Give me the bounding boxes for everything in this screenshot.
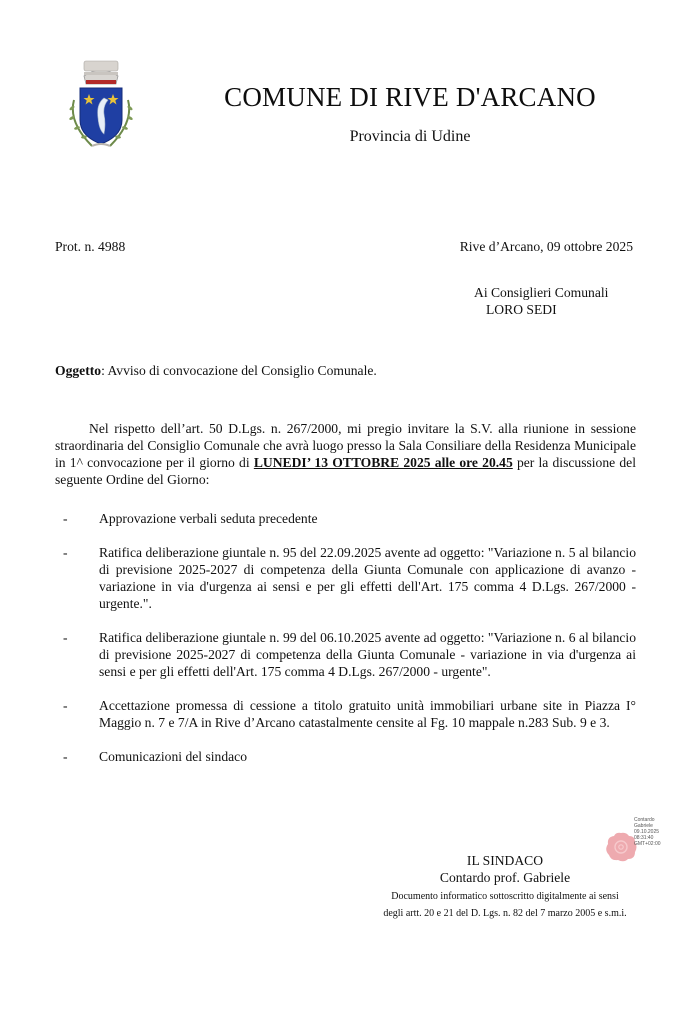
protocol-number: Prot. n. 4988 [55, 239, 126, 254]
place-and-date: Rive d’Arcano, 09 ottobre 2025 [459, 239, 633, 254]
agenda-item [55, 629, 636, 680]
stamp-line: 09.10.2025 [634, 829, 660, 835]
bullet-dash: - [63, 630, 68, 645]
recipients-line: Ai Consiglieri Comunali [474, 285, 609, 300]
agenda-item-text: Ratifica deliberazione giuntale n. 99 del 06.10.2025 avente ad oggetto: "Variazione n. 6 al bilancio di previsione 2025-2027 di competenza della Giunta Comunale - variazione in via d'urgenza ai sensi e per gli effetti dell'Art. 175 comma 4 D.Lgs. 267/2000 - urgente". [99, 630, 636, 679]
bullet-dash: - [63, 511, 68, 526]
province-subtitle: Provincia di Udine [349, 128, 471, 145]
bullet-dash: - [63, 749, 68, 764]
stamp-line: Gabriele [634, 823, 653, 829]
signatory-title: IL SINDACO [466, 853, 544, 868]
meeting-datetime: LUNEDI’ 13 OTTOBRE 2025 alle ore 20.45 [253, 455, 513, 470]
agenda-item [55, 510, 636, 527]
agenda-item-text: Accettazione promessa di cessione a titolo gratuito unità immobiliari urbane site in Piazza I° Maggio n. 7 e 7/A in Rive d’Arcano catastalmente censite al Fg. 10 mappale n.283 Sub. 9 e 3. [99, 698, 636, 730]
agenda-item-text: Approvazione verbali seduta precedente [99, 511, 318, 526]
note-line: Documento informatico sottoscritto digitalmente ai sensi [391, 891, 619, 902]
agenda-list [55, 510, 636, 782]
signatory-name: Contardo prof. Gabriele [439, 870, 571, 885]
municipal-coat-of-arms-icon [62, 56, 140, 152]
signature-block [370, 852, 640, 922]
municipality-title: COMUNE DI RIVE D'ARCANO [224, 82, 596, 112]
bullet-dash: - [63, 545, 68, 560]
signature-stamp-text [634, 817, 661, 847]
bullet-dash: - [63, 698, 68, 713]
agenda-item [55, 697, 636, 731]
stamp-line: 08:31:40 [634, 835, 654, 841]
digital-signature-note [370, 888, 640, 922]
note-line: degli artt. 20 e 21 del D. Lgs. n. 82 del 7 marzo 2005 e s.m.i. [383, 908, 627, 919]
stamp-line: Contardo [634, 817, 655, 823]
subject-text: : Avviso di convocazione del Consiglio Comunale. [101, 363, 377, 378]
agenda-item [55, 748, 636, 765]
subject-label: Oggetto [55, 363, 102, 378]
recipients-block [474, 284, 608, 318]
recipients-line: LORO SEDI [486, 302, 557, 317]
paragraph-text: per la discussione del seguente Ordine del Giorno: [55, 455, 636, 487]
agenda-item-text: Comunicazioni del sindaco [99, 749, 247, 764]
subject-line [55, 362, 377, 379]
agenda-item [55, 544, 636, 612]
paragraph-text: Nel rispetto dell’art. 50 D.Lgs. n. 267/2000, mi pregio invitare la S.V. alla riunione in sessione straordinaria del Consiglio Comunale che avrà luogo presso la Sala Consiliare della Residenza Municipale in 1^ convocazione per il giorno di [55, 421, 636, 470]
agenda-item-text: Ratifica deliberazione giuntale n. 95 del 22.09.2025 avente ad oggetto: "Variazione n. 5 al bilancio di previsione 2025-2027 di competenza della Giunta Comunale con applicazione di avanzo - variazione in via d'urgenza ai sensi e per gli effetti dell'Art. 175 comma 4 D.Lgs. 267/2000 - urgente.". [99, 545, 636, 611]
stamp-line: GMT+02:00 [634, 841, 661, 847]
convocation-paragraph [55, 420, 636, 488]
